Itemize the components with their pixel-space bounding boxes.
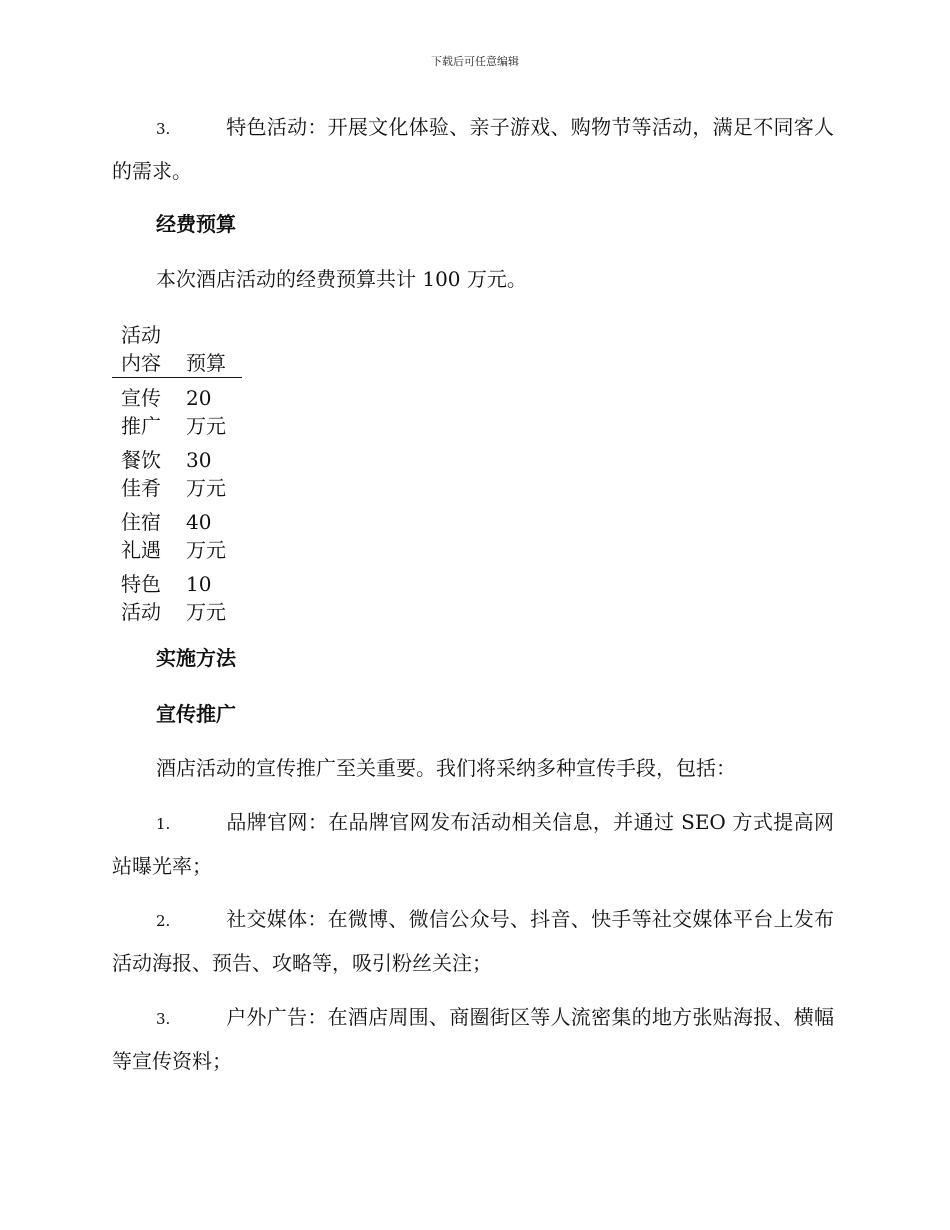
budget-heading: 经费预算 <box>156 212 236 236</box>
table-row <box>112 378 242 441</box>
table-row <box>112 440 242 502</box>
item-text: 品牌官网：在品牌官网发布活动相关信息，并通过 SEO 方式提高网站曝光率； <box>112 810 834 878</box>
page-header: 下载后可任意编辑 <box>431 55 519 68</box>
item-text: 户外广告：在酒店周围、商圈街区等人流密集的地方张贴海报、横幅等宣传资料； <box>112 1005 834 1073</box>
promotion-intro: 酒店活动的宣传推广至关重要。我们将采纳多种宣传手段，包括： <box>156 756 736 780</box>
item-number: 3. <box>156 1010 171 1028</box>
budget-cell: 20 万元 <box>186 386 226 438</box>
table-row <box>112 564 242 626</box>
item-number: 3. <box>156 120 171 138</box>
column-header-budget: 预算 <box>186 351 226 375</box>
item-text: 社交媒体：在微博、微信公众号、抖音、快手等社交媒体平台上发布活动海报、预告、攻略等，吸引粉丝关注； <box>112 907 834 975</box>
table-row <box>112 502 242 564</box>
item-number: 2. <box>156 912 171 930</box>
activity-cell: 宣传 推广 <box>121 386 161 438</box>
promotion-subheading: 宣传推广 <box>156 702 236 726</box>
activity-cell: 特色 活动 <box>121 572 161 624</box>
promotion-item-website <box>112 801 834 887</box>
budget-cell: 40 万元 <box>186 510 226 562</box>
column-header-activity: 活动 内容 <box>121 323 161 375</box>
activity-cell: 餐饮 佳肴 <box>121 448 161 500</box>
activity-cell: 住宿 礼遇 <box>121 510 161 562</box>
budget-table <box>112 321 242 626</box>
budget-cell: 30 万元 <box>186 448 226 500</box>
item-number: 1. <box>156 815 171 833</box>
promotion-item-social-media <box>112 898 834 984</box>
budget-summary: 本次酒店活动的经费预算共计 100 万元。 <box>156 267 527 291</box>
method-heading: 实施方法 <box>156 646 236 670</box>
promotion-item-outdoor-ads <box>112 996 834 1082</box>
budget-table-header-row <box>112 321 242 378</box>
item-text: 特色活动：开展文化体验、亲子游戏、购物节等活动，满足不同客人的需求。 <box>112 115 834 183</box>
budget-cell: 10 万元 <box>186 572 226 624</box>
feature-activity-item <box>112 106 834 192</box>
